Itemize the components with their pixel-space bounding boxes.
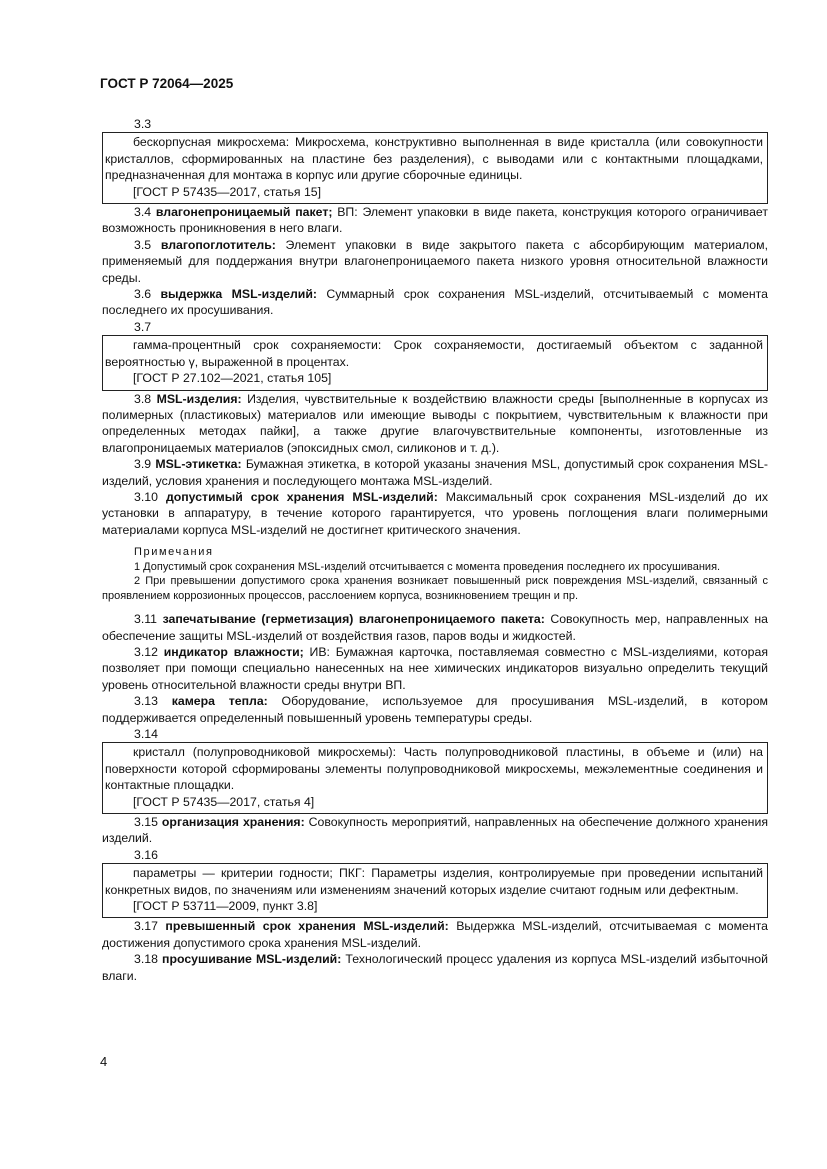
note-item: 2 При превышении допустимого срока хранения возникает повышенный риск повреждения MSL-изделий, связанный с проявлением коррозионных процессов, расслоением корпуса, возникновением трещин и пр. [102,575,768,602]
term-number: 3.3 [134,117,152,131]
boxed-term-definition [102,742,768,814]
term-number: 3.14 [134,727,158,741]
term-entry [102,391,768,457]
page-number: 4 [100,1054,108,1069]
boxed-term-definition [102,335,768,390]
source-reference: [ГОСТ Р 57435—2017, статья 4] [133,794,315,809]
definition-text: Оборудование, используемое для просушивания MSL-изделий, в котором поддерживается определенный повышенный уровень температуры среды. [102,694,769,725]
term-entry [102,611,768,644]
term-name: выдержка MSL-изделий: [160,287,318,302]
term-definition [105,337,763,370]
definition-text: ПКГ: Параметры изделия, контролируемые при проведении испытаний конкретных видов, по значениям или изменениям значений которых изделие считают годным или дефектным. [105,866,763,897]
term-entry [102,693,768,726]
definition-text: Максимальный срок сохранения MSL-изделий до их установки в аппаратуру, в течение которого гарантируется, что уровень поглощения влаги полимерными материалами корпуса MSL-изделий не достигнет критического значения. [102,489,769,537]
term-name: влагопоглотитель: [160,237,276,252]
term-name: MSL-изделия: [156,391,242,406]
definition-text: Выдержка MSL-изделий, отсчитываемая с момента достижения допустимого срока хранения MSL-изделий. [102,919,768,950]
definition-text: Срок сохраняемости, достигаемый объектом с заданной вероятностью γ, выраженной в процентах. [105,338,763,369]
source-reference: [ГОСТ Р 57435—2017, статья 15] [133,184,322,199]
boxed-term-definition [102,863,768,918]
definition-text: Часть полупроводниковой пластины, в объеме и (или) на поверхности которой сформированы элементы полупроводниковой микросхемы, межэлементные соединения и контактные площадки. [105,745,763,793]
term-name: влагонепроницаемый пакет; [155,205,333,220]
term-entry [102,489,768,538]
term-name: камера тепла: [171,694,268,709]
notes-heading: Примечания [134,546,214,559]
terms-list [102,116,768,984]
term-entry [102,237,768,286]
definition-text: Совокупность мероприятий, направленных на обеспечение должного хранения изделий. [102,815,768,846]
term-name: MSL-этикетка: [155,457,242,472]
term-entry [102,204,768,237]
term-number: 3.8 [134,391,152,406]
term-name: гамма-процентный срок сохраняемости: [133,338,382,353]
term-number: 3.18 [134,952,158,967]
definition-text: Бумажная этикетка, в которой указаны значения MSL, допустимый срок сохранения MSL-изделий, условия хранения и последующего монтажа MSL-изделий. [102,457,769,488]
term-number: 3.17 [134,919,158,934]
term-number: 3.10 [134,489,158,504]
term-name: кристалл (полупроводниковой микросхемы): [133,745,397,760]
term-definition [105,134,763,183]
term-number: 3.5 [134,237,152,252]
term-entry [102,814,768,847]
term-definition [105,744,763,793]
term-number: 3.13 [134,694,158,709]
term-name: просушивание MSL-изделий: [162,952,342,967]
term-entry [102,644,768,693]
definition-text: Изделия, чувствительные к воздействию влажности среды [выполненные в корпусах из полимерных (пластиковых) материалов или имеющие выводы с покрытием, чувствительным к влажности при определенных методах пайки], а также другие влагочувствительные компоненты, изготовленные из влагопроницаемых материалов (эпоксидных смол, силиконов и т. д.). [102,391,768,455]
term-name: бескорпусная микросхема: [133,135,290,150]
definition-text: ВП: Элемент упаковки в виде пакета, конструкция которого ограничивает возможность проникновения в него влаги. [102,205,768,236]
boxed-term-definition [102,132,768,204]
term-number: 3.7 [134,319,152,334]
source-reference: [ГОСТ Р 53711—2009, пункт 3.8] [133,899,318,914]
term-name: превышенный срок хранения MSL-изделий: [165,919,449,934]
note-item: 1 Допустимый срок сохранения MSL-изделий отсчитывается с момента проведения последнего их просушивания. [134,560,721,573]
notes-block [102,545,768,603]
term-entry [102,456,768,489]
term-name: организация хранения: [161,815,305,830]
term-number: 3.15 [134,815,158,830]
term-entry [102,951,768,984]
term-name: параметры — критерии годности; [133,866,333,881]
definition-text: Элемент упаковки в виде закрытого пакета с абсорбирующим материалом, применяемый для поддержания внутри влагонепроницаемого пакета низкого уровня относительной влажности среды. [102,237,768,285]
definition-text: Технологический процесс удаления из корпуса MSL-изделий избыточной влаги. [102,952,768,983]
term-name: индикатор влажности; [163,644,304,659]
source-reference: [ГОСТ Р 27.102—2021, статья 105] [133,371,332,386]
term-number: 3.11 [134,612,158,627]
term-entry [102,918,768,951]
term-number: 3.12 [134,644,158,659]
term-number: 3.9 [134,457,152,472]
term-number: 3.4 [134,205,152,220]
definition-text: Микросхема, конструктивно выполненная в виде кристалла (или совокупности кристаллов, сформированных на пластине без разделения), с выводами или с контактными площадками, предназначенная для монтажа в корпус или другие сборочные единицы. [105,135,763,183]
term-definition [105,865,763,898]
definition-text: Суммарный срок сохранения MSL-изделий, отсчитываемый с момента последнего их просушивания. [102,287,768,318]
term-name: запечатывание (герметизация) влагонепроницаемого пакета: [162,612,545,627]
term-number: 3.16 [134,847,158,862]
definition-text: Совокупность мер, направленных на обеспечение защиты MSL-изделий от воздействия газов, паров воды и жидкостей. [102,612,768,643]
term-name: допустимый срок хранения MSL-изделий: [165,489,438,504]
term-entry [102,286,768,319]
term-number: 3.6 [134,287,152,302]
definition-text: ИВ: Бумажная карточка, поставляемая совместно с MSL-изделиями, которая позволяет при помощи специально нанесенных на нее химических индикаторов визуально определить текущий уровень относительной влажности среды внутри ВП. [102,644,768,692]
document-header: ГОСТ Р 72064—2025 [100,76,234,91]
